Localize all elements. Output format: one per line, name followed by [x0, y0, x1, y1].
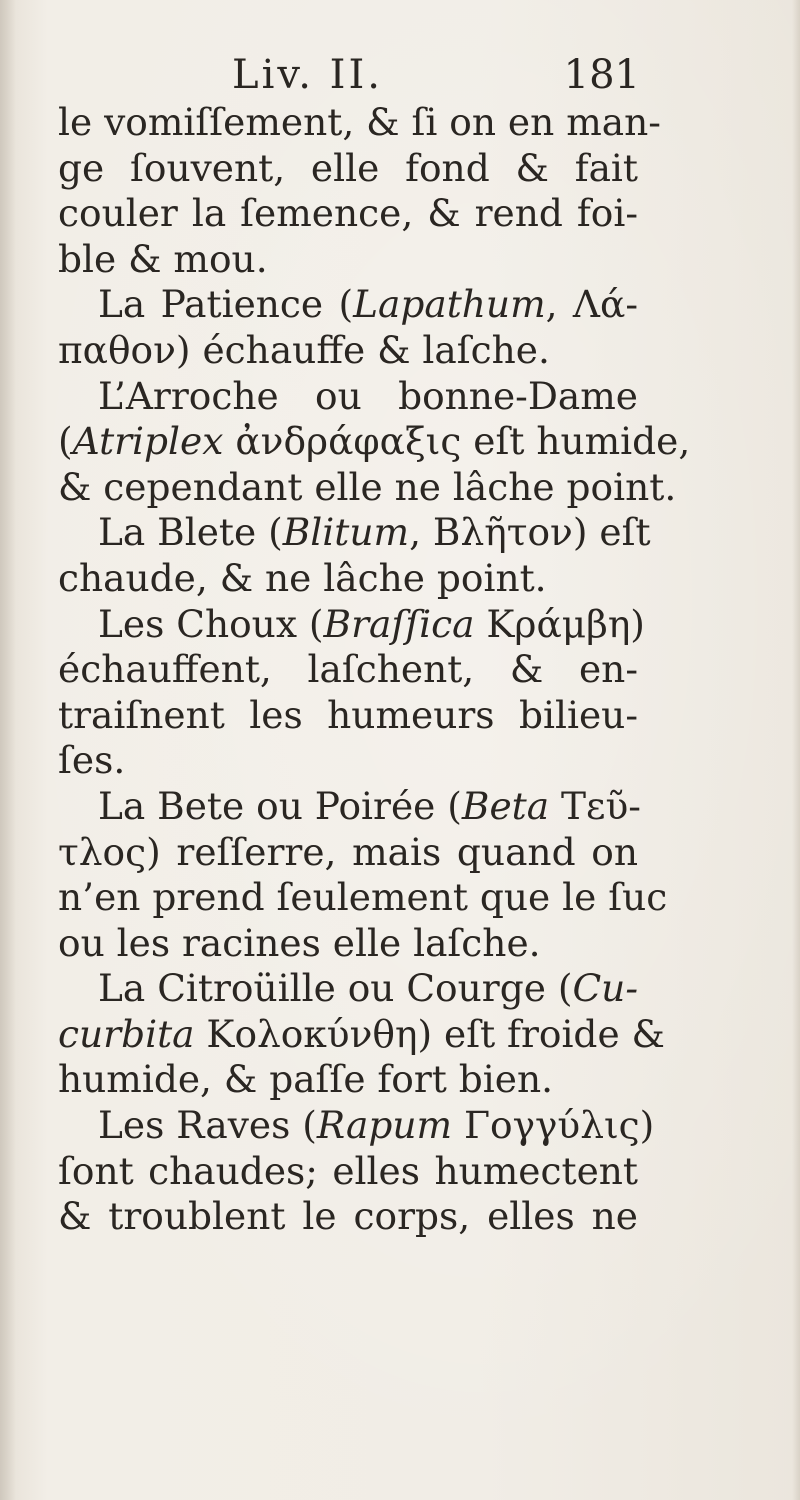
page-number: 181 [563, 52, 640, 98]
text-line: L’Arroche ou bonne-Dame [98, 373, 638, 418]
text-line: (Atriplex ἀνδράφαξις eſt humide, [58, 419, 691, 464]
text-line: curbita Κολοκύνθη) eſt froide & [58, 1011, 665, 1056]
text-line: traiſnent les humeurs bilieu- [58, 692, 638, 737]
text-line: & troublent le corps, elles ne [58, 1194, 638, 1239]
text-line: ge ſouvent, elle fond & fait [58, 145, 638, 190]
text-line: La Bete ou Poirée (Beta Τεῦ- [98, 783, 641, 828]
text-line: & cependant elle ne lâche point. [58, 464, 677, 509]
text-line: La Blete (Blitum, Βλῆτον) eſt [98, 510, 651, 555]
text-line: La Patience (Lapathum, Λά- [98, 282, 638, 327]
page-edge-shadow [792, 0, 800, 1500]
text-line: chaude, & ne lâche point. [58, 555, 547, 600]
body-text [58, 100, 691, 1240]
text-line: ble & mou. [58, 236, 268, 281]
text-line: παθον) échauffe & laſche. [58, 327, 550, 372]
text-line: humide, & paſſe fort bien. [58, 1057, 554, 1102]
text-line: couler la ſemence, & rend foi- [58, 191, 638, 236]
page-gutter-shadow [0, 0, 16, 1500]
text-line: échauffent, laſchent, & en- [58, 647, 638, 692]
text-line: La Citroüille ou Courge (Cu- [98, 966, 638, 1011]
text-line: Les Choux (Braſſica Κράμβη) [98, 601, 645, 646]
running-header [232, 50, 640, 100]
text-line: ſes. [58, 738, 126, 783]
text-line: τλος) reſſerre, mais quand on [58, 829, 638, 874]
text-line: ſont chaudes; elles humectent [58, 1148, 638, 1193]
text-line: le vomiſſement, & ſi on en man- [58, 100, 661, 144]
text-line: ou les racines elle laſche. [58, 920, 541, 965]
text-line: Les Raves (Rapum Γογγύλις) [98, 1103, 655, 1148]
text-line: n’en prend ſeulement que le ſuc [58, 875, 668, 920]
running-title: Liv. II. [232, 52, 383, 98]
